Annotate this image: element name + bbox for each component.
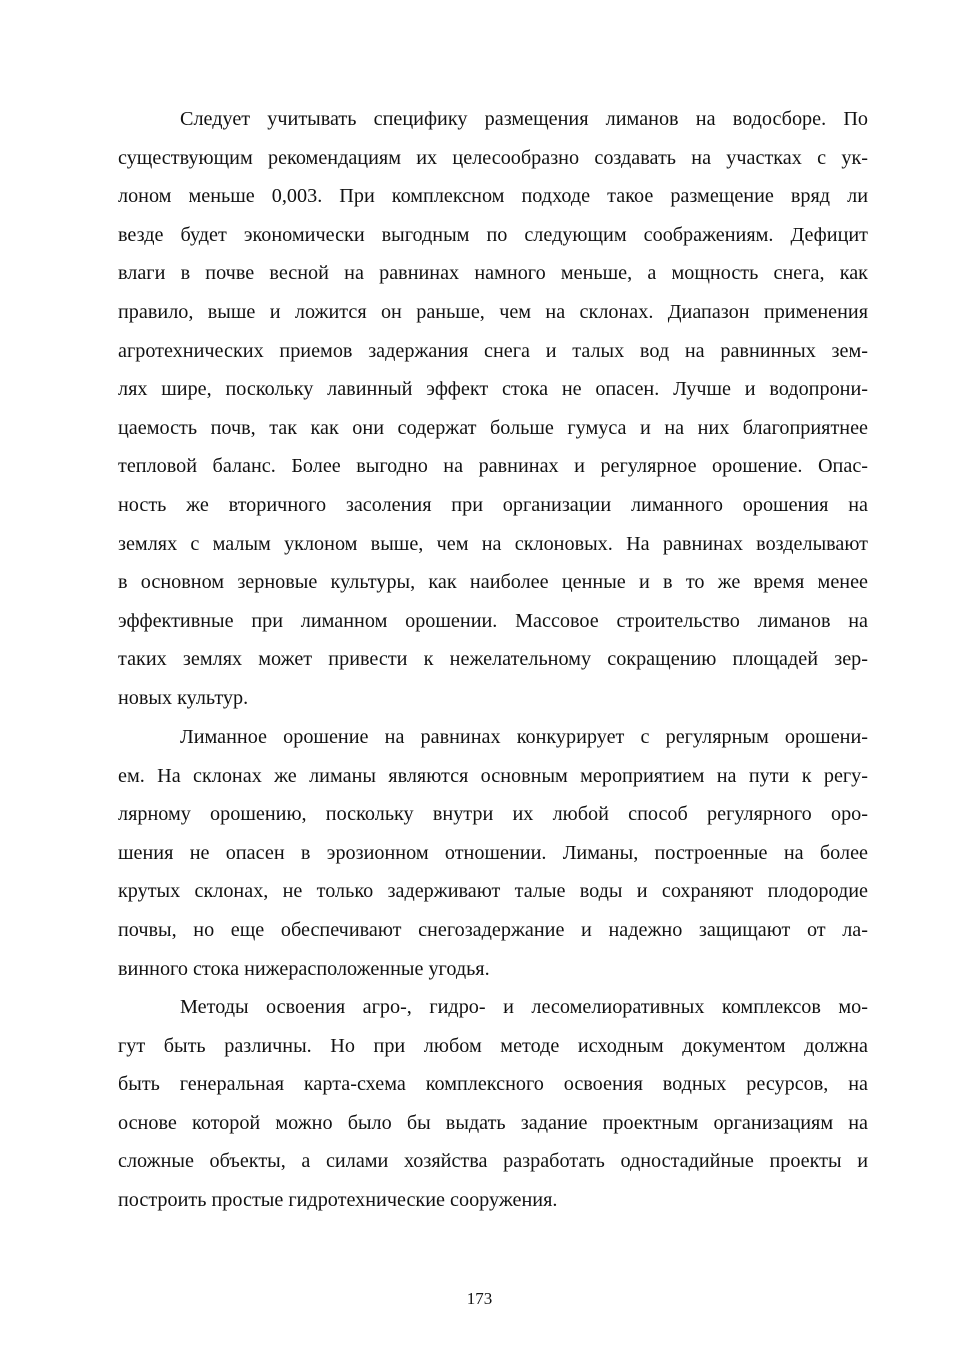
text-line: землях с малым уклоном выше, чем на склоновых. На равнинах возделывают xyxy=(118,532,868,555)
text-line: крутых склонах, не только задерживают талые воды и сохраняют плодородие xyxy=(118,880,868,903)
text-line: почвы, но еще обеспечивают снегозадержание и надежно защищают от ла- xyxy=(118,919,868,941)
text-line: гут быть различны. Но при любом методе исходным документом должна xyxy=(118,1034,868,1057)
text-line: правило, выше и ложится он раньше, чем на склонах. Диапазон применения xyxy=(118,301,868,323)
text-line: построить простые гидротехнические сооружения. xyxy=(118,1189,558,1211)
text-line: таких землях может привести к нежелательному сокращению площадей зер- xyxy=(118,648,868,671)
text-line: сложные объекты, а силами хозяйства разработать одностадийные проекты и xyxy=(118,1150,868,1173)
text-line: Лиманное орошение на равнинах конкурирует с регулярным орошени- xyxy=(180,726,868,748)
text-line: лоном меньше 0,003. При комплексном подходе такое размещение вряд ли xyxy=(118,185,868,208)
text-line: цаемость почв, так как они содержат больше гумуса и на них благоприятнее xyxy=(118,416,868,439)
page-number: 173 xyxy=(466,1289,493,1308)
text-line: лярному орошению, поскольку внутри их любой способ регулярного оро- xyxy=(118,803,868,826)
text-line: новых культур. xyxy=(118,687,249,709)
text-line: эффективные при лиманном орошении. Массовое строительство лиманов на xyxy=(118,609,868,632)
text-line: агротехнических приемов задержания снега и талых вод на равнинных зем- xyxy=(118,339,868,362)
text-line: шения не опасен в эрозионном отношении. Лиманы, построенные на более xyxy=(118,841,868,864)
text-line: в основном зерновые культуры, как наиболее ценные и в то же время менее xyxy=(118,571,868,594)
text-line: существующим рекомендациям их целесообразно создавать на участках с ук- xyxy=(118,146,868,169)
text-line: быть генеральная карта-схема комплексного освоения водных ресурсов, на xyxy=(118,1073,868,1096)
text-line: тепловой баланс. Более выгодно на равнинах и регулярное орошение. Опас- xyxy=(118,455,868,478)
text-line: основе которой можно было бы выдать задание проектным организациям на xyxy=(118,1111,868,1134)
text-line: ем. На склонах же лиманы являются основным мероприятием на пути к регу- xyxy=(118,764,868,787)
text-line: Следует учитывать специфику размещения лиманов на водосборе. По xyxy=(180,108,868,130)
text-line: лях шире, поскольку лавинный эффект стока не опасен. Лучше и водопрони- xyxy=(118,378,868,401)
text-line: влаги в почве весной на равнинах намного меньше, а мощность снега, как xyxy=(118,262,868,285)
text-line: везде будет экономически выгодным по следующим соображениям. Дефицит xyxy=(118,223,868,246)
text-line: Методы освоения агро-, гидро- и лесомелиоративных комплексов мо- xyxy=(180,996,868,1018)
text-line: винного стока нижерасположенные угодья. xyxy=(118,957,490,980)
text-line: ность же вторичного засоления при организации лиманного орошения на xyxy=(118,494,868,516)
